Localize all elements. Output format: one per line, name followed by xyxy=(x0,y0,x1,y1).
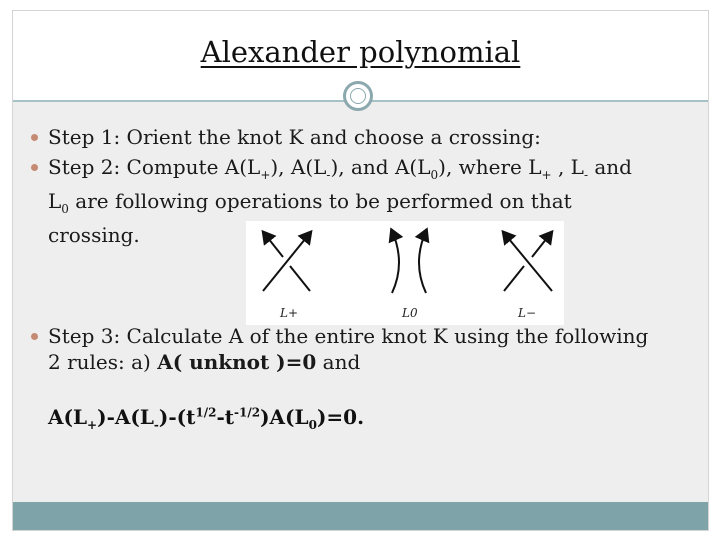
slide xyxy=(12,10,709,531)
footer-band xyxy=(13,502,708,530)
slide-title: Alexander polynomial xyxy=(200,35,521,69)
step-1-text: Step 1: Orient the knot K and choose a crossing: xyxy=(48,125,541,149)
negative-crossing-icon xyxy=(504,233,552,291)
step-3-text: Step 3: Calculate A of the entire knot K using the following 2 rules: a) A( unknot )=0 and xyxy=(48,324,649,374)
crossing-diagrams-svg xyxy=(246,221,564,325)
crossing-diagrams xyxy=(246,221,564,325)
bullet-icon xyxy=(31,333,38,340)
skein-relation-equation: $A(L_+)-A(L_-)-(t^{1/2}-t^{-1/2})A(L_0)=0$. xyxy=(48,405,365,432)
smoothed-crossing-icon xyxy=(392,231,426,293)
positive-crossing-icon xyxy=(263,233,310,291)
step-2-text: Step 2: Compute $A(L_+)$, $A(L_-)$, and $A(L_0)$, where $L_+$ , $L_-$ and $L_0$ are following operations to be performed on that crossing. xyxy=(48,155,632,247)
bullet-icon xyxy=(31,164,38,171)
label-l-zero: L0 xyxy=(402,306,418,320)
circle-ornament-icon xyxy=(343,81,373,111)
label-l-minus: L− xyxy=(518,306,537,320)
label-l-plus: L+ xyxy=(280,306,299,320)
bullet-icon xyxy=(31,134,38,141)
